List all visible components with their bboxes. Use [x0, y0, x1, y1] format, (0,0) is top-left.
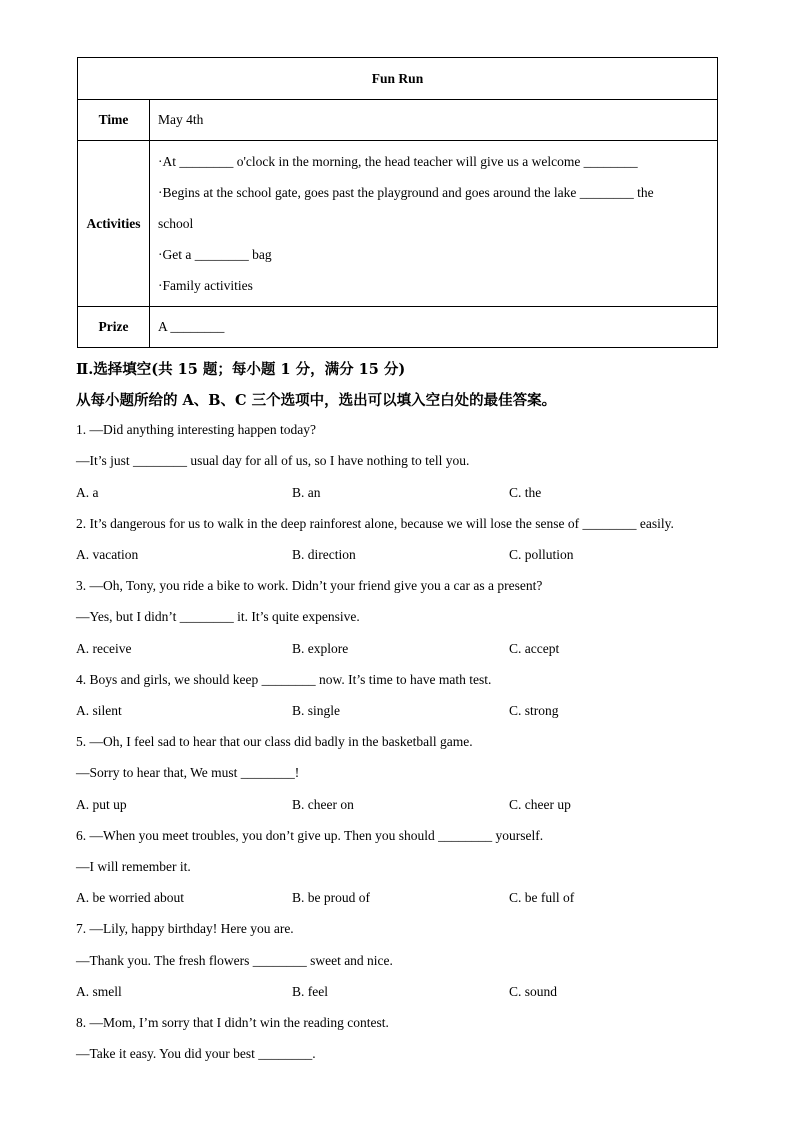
question-3-option-b: B. explore	[292, 641, 349, 656]
question-6-option-a: A. be worried about	[76, 890, 184, 905]
question-1-option-b: B. an	[292, 485, 321, 500]
question-4-option-c: C. strong	[509, 703, 559, 718]
question-4-line: 4. Boys and girls, we should keep ________ now. It’s time to have math test.	[76, 672, 492, 687]
activity-line: school	[158, 216, 194, 231]
table-title: Fun Run	[78, 58, 718, 100]
question-2-option-c: C. pollution	[509, 547, 574, 562]
question-4-option-b: B. single	[292, 703, 341, 718]
activity-line: ·Begins at the school gate, goes past the playground and goes around the lake ________ the	[158, 185, 654, 200]
question-2-option-b: B. direction	[292, 547, 356, 562]
question-2-option-a: A. vacation	[76, 547, 139, 562]
question-1-option-a: A. a	[76, 485, 99, 500]
question-7-option-b: B. feel	[292, 984, 328, 999]
question-7-line: —Thank you. The fresh flowers ________ sweet and nice.	[76, 953, 393, 968]
question-5-line: 5. —Oh, I feel sad to hear that our class did badly in the basketball game.	[76, 734, 473, 749]
question-2-line: 2. It’s dangerous for us to walk in the deep rainforest alone, because we will lose the sense of ________ easily.	[76, 516, 674, 531]
question-4-option-a: A. silent	[76, 703, 122, 718]
prize-label: Prize	[78, 307, 150, 348]
question-6-line: —I will remember it.	[76, 859, 191, 874]
activity-line: ·Family activities	[158, 278, 253, 293]
time-value: May 4th	[150, 100, 718, 141]
question-3-line: —Yes, but I didn’t ________ it. It’s quite expensive.	[76, 609, 360, 624]
question-6-option-c: C. be full of	[509, 890, 575, 905]
question-1-line: —It’s just ________ usual day for all of us, so I have nothing to tell you.	[76, 453, 470, 468]
question-1-line: 1. —Did anything interesting happen today?	[76, 422, 316, 437]
question-8-line: —Take it easy. You did your best ________.	[76, 1046, 316, 1061]
question-6-option-b: B. be proud of	[292, 890, 370, 905]
prize-value: A ________	[150, 307, 718, 348]
question-7-option-a: A. smell	[76, 984, 122, 999]
question-3-option-c: C. accept	[509, 641, 560, 656]
question-5-option-c: C. cheer up	[509, 797, 571, 812]
activity-line: ·At ________ o'clock in the morning, the head teacher will give us a welcome ________	[158, 154, 638, 169]
question-3-line: 3. —Oh, Tony, you ride a bike to work. Didn’t your friend give you a car as a present?	[76, 578, 543, 593]
activities-list	[150, 141, 718, 307]
question-5-line: —Sorry to hear that, We must ________!	[76, 765, 300, 780]
question-7-option-c: C. sound	[509, 984, 558, 999]
activities-label: Activities	[78, 141, 150, 307]
question-1-option-c: C. the	[509, 485, 542, 500]
activity-line: ·Get a ________ bag	[158, 247, 272, 262]
fun-run-table	[77, 57, 718, 348]
section-heading: Ⅱ.选择填空(共 15 题；每小题 1 分，满分 15 分)	[76, 361, 406, 378]
section-instruction: 从每小题所给的 A、B、C 三个选项中，选出可以填入空白处的最佳答案。	[76, 392, 557, 409]
question-7-line: 7. —Lily, happy birthday! Here you are.	[76, 921, 294, 936]
question-5-option-b: B. cheer on	[292, 797, 354, 812]
question-3-option-a: A. receive	[76, 641, 132, 656]
question-6-line: 6. —When you meet troubles, you don’t give up. Then you should ________ yourself.	[76, 828, 544, 843]
question-8-line: 8. —Mom, I’m sorry that I didn’t win the reading contest.	[76, 1015, 389, 1030]
time-label: Time	[78, 100, 150, 141]
question-5-option-a: A. put up	[76, 797, 127, 812]
